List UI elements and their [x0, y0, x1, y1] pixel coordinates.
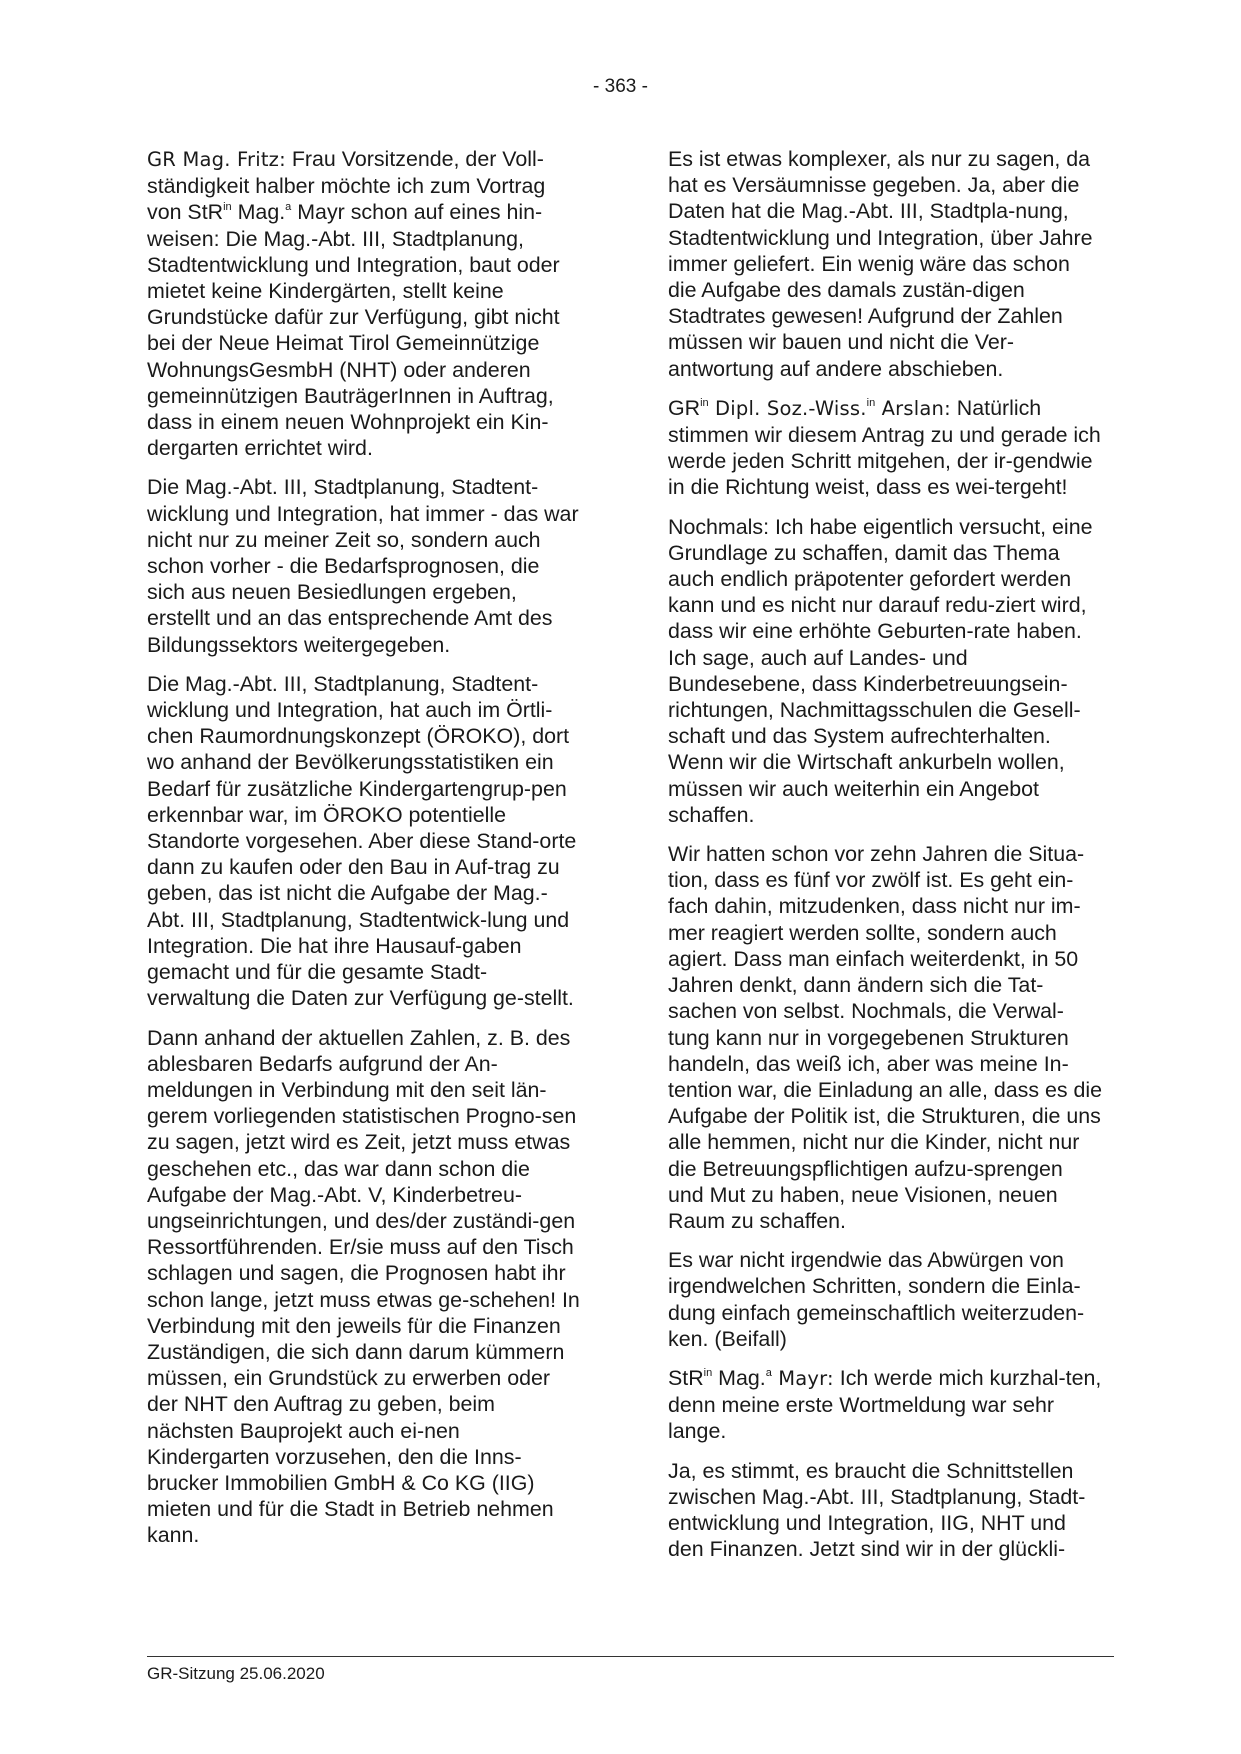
- footer-divider: [147, 1656, 1114, 1657]
- page-number: - 363 -: [593, 76, 648, 97]
- paragraph: GR Mag. Fritz: Frau Vorsitzende, der Voll-ständigkeit halber möchte ich zum Vortrag von StR$^{in}$ Mag.$^a$ Mayr schon auf eines hin-weisen: Die Mag.-Abt. III, Stadtplanung, Stadtentwicklung und Integration, baut oder mietet keine Kindergärten, stellt keine Grundstücke dafür zur Verfügung, gibt nicht bei der Neue Heimat Tirol Gemeinnützige WohnungsGesmbH (NHT) oder anderen gemeinnützigen BauträgerInnen in Auftrag, dass in einem neuen Wohnprojekt ein Kin-dergarten errichtet wird.: [147, 147, 560, 461]
- paragraph: Wir hatten schon vor zehn Jahren die Situa-tion, dass es fünf vor zwölf ist. Es geht ein-fach dahin, mitzudenken, dass nicht nur im-mer reagiert werden sollte, sondern auch agiert. Dass man einfach weiterdenkt, in 50 Jahren denkt, dann ändern sich die Tat-sachen von selbst. Nochmals, die Verwal-tung kann nur in vorgegebenen Strukturen handeln, das weiß ich, aber was meine In-tention war, die Einladung an alle, dass es die Aufgabe der Politik ist, die Strukturen, die uns alle hemmen, nicht nur die Kinder, nicht nur die Betreuungspflichtigen aufzu-sprengen und Mut zu haben, neue Visionen, neuen Raum zu schaffen.: [668, 842, 1103, 1233]
- speaker-name: StR$^{in}$ Mag.$^a$ Mayr:: [668, 1365, 834, 1390]
- paragraph: Es ist etwas komplexer, als nur zu sagen, da hat es Versäumnisse gegeben. Ja, aber die Daten hat die Mag.-Abt. III, Stadtpla-nung, Stadtentwicklung und Integration, über Jahre immer geliefert. Ein wenig wäre das schon die Aufgabe des damals zustän-digen Stadtrates gewesen! Aufgrund der Zahlen müssen wir bauen und nicht die Ver-antwortung auf andere abschieben.: [668, 147, 1093, 381]
- speaker-name: GR Mag. Fritz:: [147, 148, 286, 171]
- paragraph: Ja, es stimmt, es braucht die Schnittstellen zwischen Mag.-Abt. III, Stadtplanung, Stadt-entwicklung und Integration, IIG, NHT und den Finanzen. Jetzt sind wir in der glückli-: [668, 1458, 1086, 1562]
- paragraph: Die Mag.-Abt. III, Stadtplanung, Stadtent-wicklung und Integration, hat immer - das war nicht nur zu meiner Zeit so, sondern auch schon vorher - die Bedarfsprognosen, die sich aus neuen Besiedlungen ergeben, erstellt und an das entsprechende Amt des Bildungssektors weitergegeben.: [147, 475, 579, 657]
- speaker-name: $GR^{in}$ Dipl. Soz.-Wiss.$^{in}$ Arslan:: [668, 395, 951, 420]
- left-column: [147, 146, 583, 1562]
- paragraph: Die Mag.-Abt. III, Stadtplanung, Stadtent-wicklung und Integration, hat auch im Örtli-chen Raumordnungskonzept (ÖROKO), dort wo anhand der Bevölkerungsstatistiken ein Bedarf für zusätzliche Kindergartengrup-pen erkennbar war, im ÖROKO potentielle Standorte vorgesehen. Aber diese Stand-orte dann zu kaufen oder den Bau in Auf-trag zu geben, das ist nicht die Aufgabe der Mag.-Abt. III, Stadtplanung, Stadtentwick-lung und Integration. Die hat ihre Hausauf-gaben gemacht und für die gesamte Stadt-verwaltung die Daten zur Verfügung ge-stellt.: [147, 671, 577, 1011]
- paragraph: StR$^{in}$ Mag.$^a$ Mayr: Ich werde mich kurzhal-ten, denn meine erste Wortmeldung war sehr lange.: [668, 1365, 1102, 1444]
- paragraph: Nochmals: Ich habe eigentlich versucht, eine Grundlage zu schaffen, damit das Thema auch endlich präpotenter gefordert werden kann und es nicht nur darauf redu-ziert wird, dass wir eine erhöhte Geburten-rate haben. Ich sage, auch auf Landes- und Bundesebene, dass Kinderbetreuungsein-richtungen, Nachmittagsschulen die Gesell-schaft und das System aufrechterhalten. Wenn wir die Wirtschaft ankurbeln wollen, müssen wir auch weiterhin ein Angebot schaffen.: [668, 514, 1093, 827]
- footer-text: GR-Sitzung 25.06.2020: [147, 1664, 325, 1683]
- right-column: [668, 146, 1104, 1575]
- paragraph: Dann anhand der aktuellen Zahlen, z. B. des ablesbaren Bedarfs aufgrund der An-meldungen in Verbindung mit den seit län-gerem vorliegenden statistischen Progno-sen zu sagen, jetzt wird es Zeit, jetzt muss etwas geschehen etc., das war dann schon die Aufgabe der Mag.-Abt. V, Kinderbetreu-ungseinrichtungen, und des/der zuständi-gen Ressortführenden. Er/sie muss auf den Tisch schlagen und sagen, die Prognosen habt ihr schon lange, jetzt muss etwas ge-schehen! In Verbindung mit den jeweils für die Finanzen Zuständigen, die sich dann darum kümmern müssen, ein Grundstück zu erwerben oder der NHT den Auftrag zu geben, beim nächsten Bauprojekt auch ei-nen Kindergarten vorzusehen, den die Inns-brucker Immobilien GmbH & Co KG (IIG) mieten und für die Stadt in Betrieb nehmen kann.: [147, 1025, 580, 1548]
- paragraph: Es war nicht irgendwie das Abwürgen von irgendwelchen Schritten, sondern die Einla-dung einfach gemeinschaftlich weiterzuden-ken. (Beifall): [668, 1248, 1085, 1351]
- paragraph: $GR^{in}$ Dipl. Soz.-Wiss.$^{in}$ Arslan: Natürlich stimmen wir diesem Antrag zu und gerade ich werde jeden Schritt mitgehen, der ir-gendwie in die Richtung weist, dass es wei-tergeht!: [668, 395, 1101, 500]
